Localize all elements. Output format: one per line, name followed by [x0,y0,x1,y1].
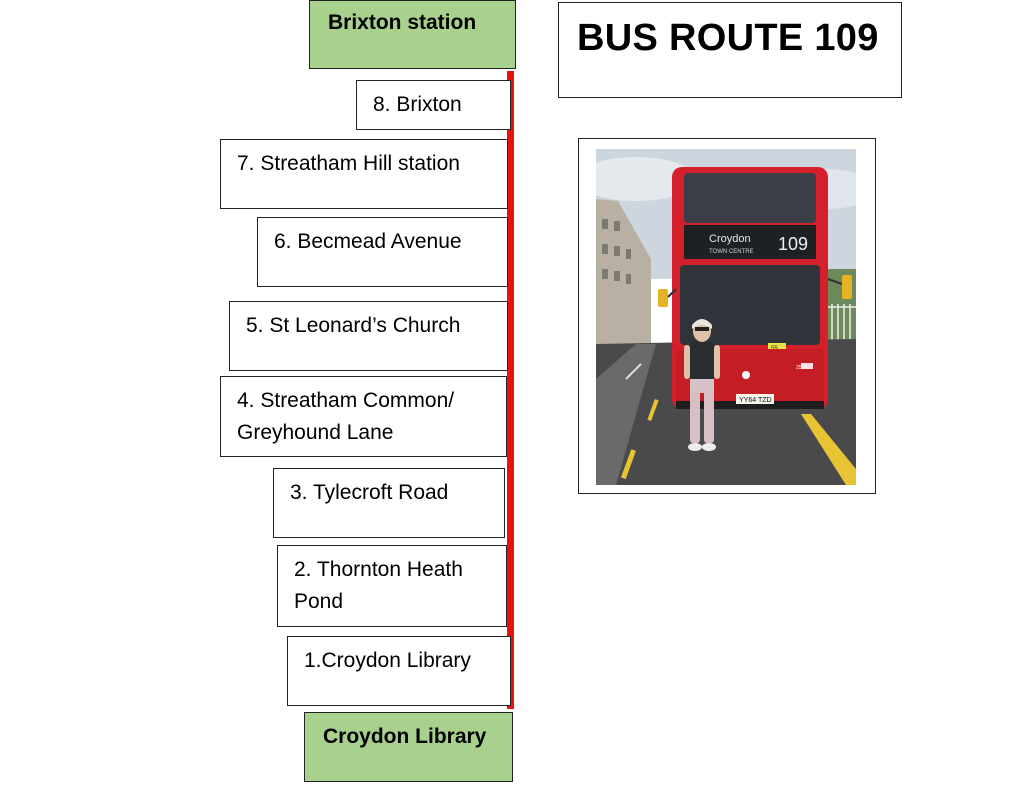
terminus-croydon-library: Croydon Library [304,712,513,782]
stop-6-becmead-avenue: 6. Becmead Avenue [257,217,508,287]
title-box [558,2,902,98]
number-plate: YY64 TZD [739,397,772,404]
stop-4-streatham-common [220,376,507,457]
page-title: BUS ROUTE 109 [577,17,879,59]
destination-text: Croydon [709,233,751,245]
stop-7-streatham-hill-station: 7. Streatham Hill station [220,139,508,209]
bus-photo-illustration [596,149,856,485]
stop-8-brixton: 8. Brixton [356,80,511,130]
route-number-display: 109 [778,234,809,254]
stop-2-line-2: Pond [294,590,344,613]
route-line [507,71,514,709]
destination-subtext: TOWN CENTRE [709,249,754,255]
stop-5-st-leonards-church: 5. St Leonard’s Church [229,301,508,371]
stop-3-tylecroft-road: 3. Tylecroft Road [273,468,505,538]
stop-2-thornton-heath-pond [277,545,507,627]
stop-1-croydon-library: 1.Croydon Library [287,636,511,706]
stop-4-line-1: 4. Streatham Common/ [237,389,455,412]
bus-photo [596,149,856,485]
stop-4-line-2: Greyhound Lane [237,421,394,444]
stop-2-line-1: 2. Thornton Heath [294,558,463,581]
svg-text:2564: 2564 [796,365,808,371]
photo-frame [578,138,876,494]
terminus-brixton-station: Brixton station [309,0,516,69]
